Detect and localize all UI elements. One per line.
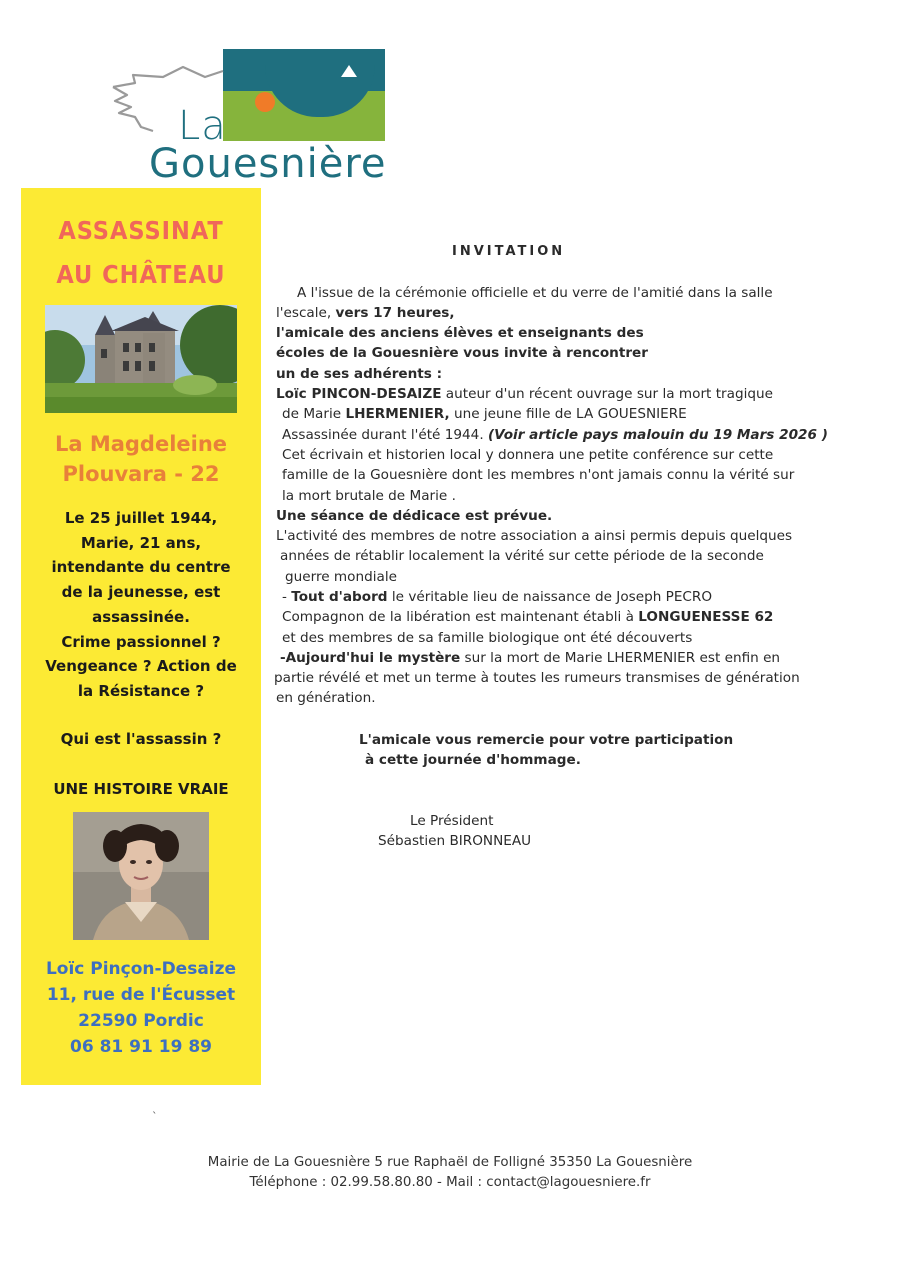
letter-line: l'amicale des anciens élèves et enseignants des <box>276 325 644 341</box>
letter-line: guerre mondiale <box>285 569 397 585</box>
letter-title: INVITATION <box>452 244 566 259</box>
story-line: Vengeance ? Action de <box>45 657 237 676</box>
story-line: Le 25 juillet 1944, <box>64 509 218 527</box>
flyer-place-line1: La Magdeleine <box>54 432 228 456</box>
signature-role: Le Président <box>410 813 494 829</box>
flyer-place-line2: Plouvara - 22 <box>62 462 220 486</box>
letter-line: Loïc PINCON-DESAIZE auteur d'un récent ouvrage sur la mort tragique <box>276 386 773 402</box>
letter-line: -Aujourd'hui le mystère sur la mort de Marie LHERMENIER est enfin en <box>280 650 781 666</box>
municipality-logo <box>105 45 390 190</box>
letter-line: Assassinée durant l'été 1944. (Voir article pays malouin du 19 Mars 2026 ) <box>282 427 828 443</box>
letter-line: de Marie LHERMENIER, une jeune fille de LA GOUESNIERE <box>282 406 687 422</box>
footer-contact: Téléphone : 02.99.58.80.80 - Mail : contact@lagouesniere.fr <box>249 1175 651 1190</box>
letter-line: partie révélé et met un terme à toutes les rumeurs transmises de génération <box>274 670 800 686</box>
contact-street: 11, rue de l'Écusset <box>46 985 236 1005</box>
letter-line: un de ses adhérents : <box>276 366 443 382</box>
logo-sun-icon <box>255 92 275 112</box>
flyer-true-story: UNE HISTOIRE VRAIE <box>53 780 229 798</box>
portrait-photo <box>73 812 209 940</box>
scan-speck: ˋ <box>152 1110 158 1123</box>
castle-photo <box>45 305 237 413</box>
thanks-line: à cette journée d'hommage. <box>365 752 581 768</box>
contact-phone: 06 81 91 19 89 <box>70 1037 212 1057</box>
flyer-story <box>37 506 245 704</box>
footer-address: Mairie de La Gouesnière 5 rue Raphaël de Folligné 35350 La Gouesnière <box>207 1155 693 1170</box>
letter-line: écoles de la Gouesnière vous invite à rencontrer <box>276 345 648 361</box>
story-line: la Résistance ? <box>77 681 205 700</box>
letter-line: L'activité des membres de notre association a ainsi permis depuis quelques <box>276 528 793 544</box>
book-flyer <box>21 188 261 1085</box>
letter-line: - Tout d'abord le véritable lieu de naissance de Joseph PECRO <box>282 589 713 605</box>
signature-name: Sébastien BIRONNEAU <box>378 833 532 849</box>
letter-line: famille de la Gouesnière dont les membres n'ont jamais connu la vérité sur <box>282 467 795 483</box>
flyer-author-contact <box>21 956 261 1060</box>
story-line: intendante du centre <box>51 558 231 577</box>
logo-text-gouesniere: Gouesnière <box>149 141 387 187</box>
story-line: Marie, 21 ans, <box>80 533 202 552</box>
letter-line: Compagnon de la libération est maintenant établi à LONGUENESSE 62 <box>282 609 774 625</box>
letter-line: en génération. <box>276 690 376 706</box>
story-line: assassinée. <box>92 607 190 626</box>
letter-line: Cet écrivain et historien local y donnera une petite conférence sur cette <box>282 447 774 463</box>
letter-line: l'escale, vers 17 heures, <box>276 305 455 321</box>
story-line: de la jeunesse, est <box>61 583 221 602</box>
letter-line: Une séance de dédicace est prévue. <box>276 508 553 524</box>
contact-name: Loïc Pinçon-Desaize <box>45 959 237 979</box>
letter-line: A l'issue de la cérémonie officielle et du verre de l'amitié dans la salle <box>297 285 773 301</box>
logo-text-la: La <box>178 103 227 149</box>
flyer-question: Qui est l'assassin ? <box>60 730 222 748</box>
logo-sail-icon <box>341 65 357 77</box>
flyer-title-line1: ASSASSINAT <box>58 216 224 245</box>
contact-city: 22590 Pordic <box>78 1011 204 1031</box>
letter-line: années de rétablir localement la vérité sur cette période de la seconde <box>280 548 764 564</box>
letter-line: la mort brutale de Marie . <box>282 488 456 504</box>
letter-line: et des membres de sa famille biologique ont été découverts <box>282 630 693 646</box>
story-line: Crime passionnel ? <box>61 632 221 651</box>
flyer-title-line2: AU CHÂTEAU <box>56 260 226 289</box>
thanks-line: L'amicale vous remercie pour votre participation <box>359 732 734 748</box>
